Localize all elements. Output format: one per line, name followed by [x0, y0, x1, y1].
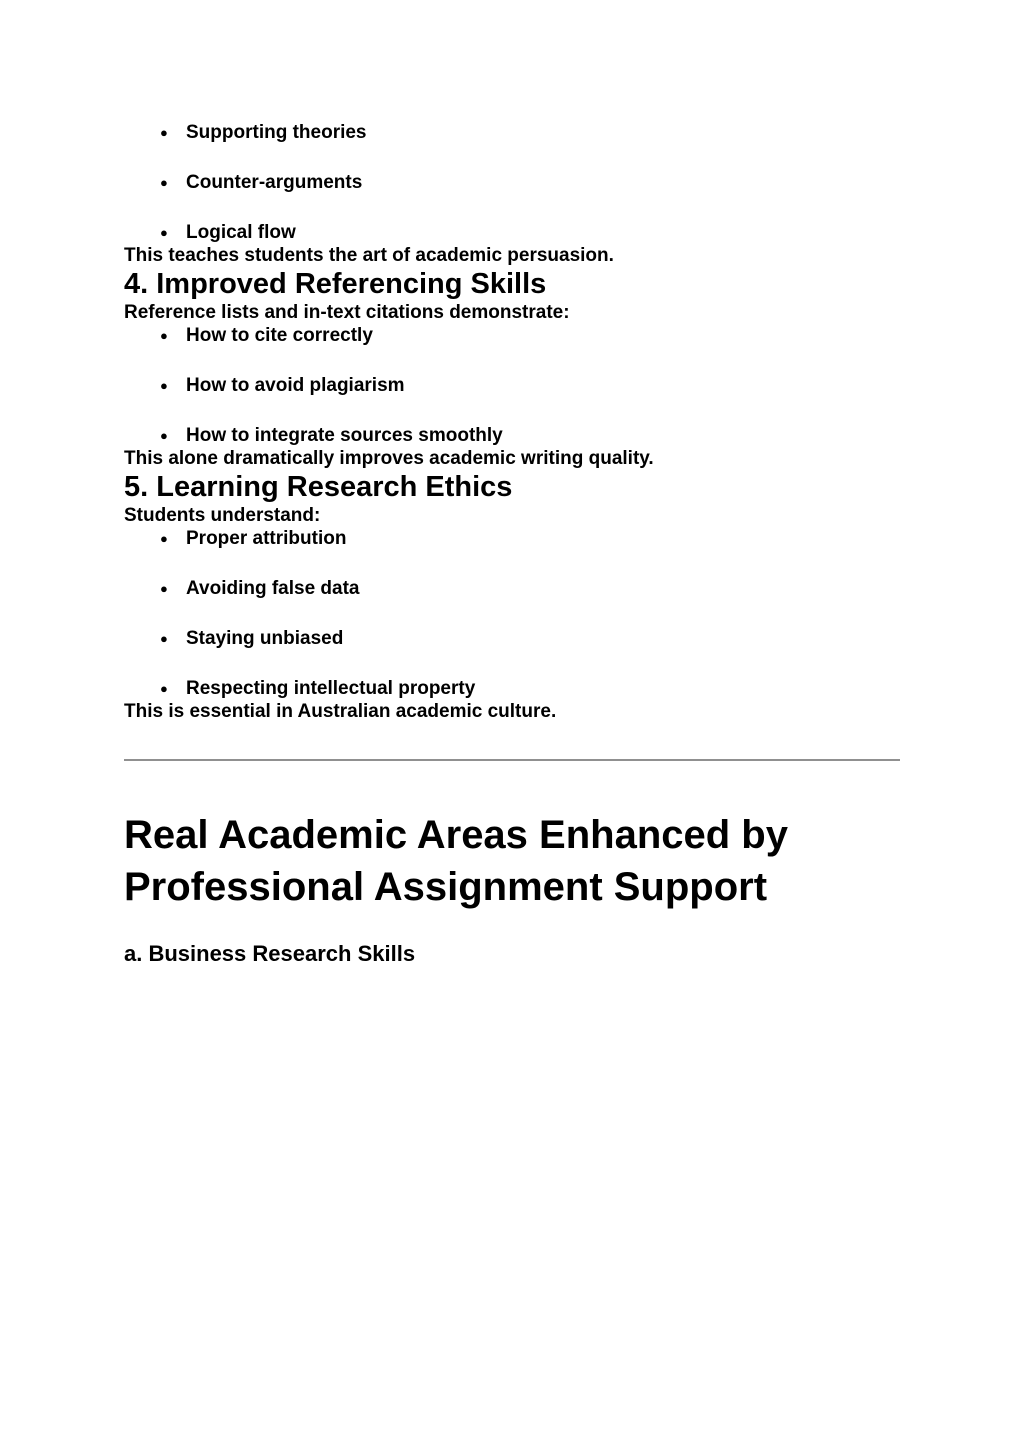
list-item: ● Avoiding false data: [124, 577, 900, 600]
referencing-bullet-list: [124, 324, 900, 447]
list-item: ● How to integrate sources smoothly: [124, 424, 900, 447]
ethics-note: This is essential in Australian academic culture.: [124, 701, 557, 722]
referencing-note: This alone dramatically improves academic writing quality.: [124, 448, 654, 469]
page-title: Real Academic Areas Enhanced by Professional Assignment Support: [124, 813, 788, 909]
list-item: ● Supporting theories: [124, 121, 900, 144]
list-item: ● How to cite correctly: [124, 324, 900, 347]
horizontal-rule: [124, 759, 900, 761]
list-item: ● Counter-arguments: [124, 171, 900, 194]
list-item: ● How to avoid plagiarism: [124, 374, 900, 397]
section-heading-ethics: 5. Learning Research Ethics: [124, 471, 513, 503]
list-item: ● Respecting intellectual property: [124, 677, 900, 700]
list-item: ● Proper attribution: [124, 527, 900, 550]
referencing-lead: Reference lists and in-text citations demonstrate:: [124, 302, 570, 323]
ethics-bullet-list: [124, 527, 900, 700]
argumentation-bullet-list: [124, 121, 900, 244]
subsection-heading-business: a. Business Research Skills: [124, 941, 416, 966]
list-item: ● Logical flow: [124, 221, 900, 244]
section-heading-referencing: 4. Improved Referencing Skills: [124, 268, 547, 300]
ethics-lead: Students understand:: [124, 505, 321, 526]
argumentation-note: This teaches students the art of academic persuasion.: [124, 245, 614, 266]
list-item: ● Staying unbiased: [124, 627, 900, 650]
